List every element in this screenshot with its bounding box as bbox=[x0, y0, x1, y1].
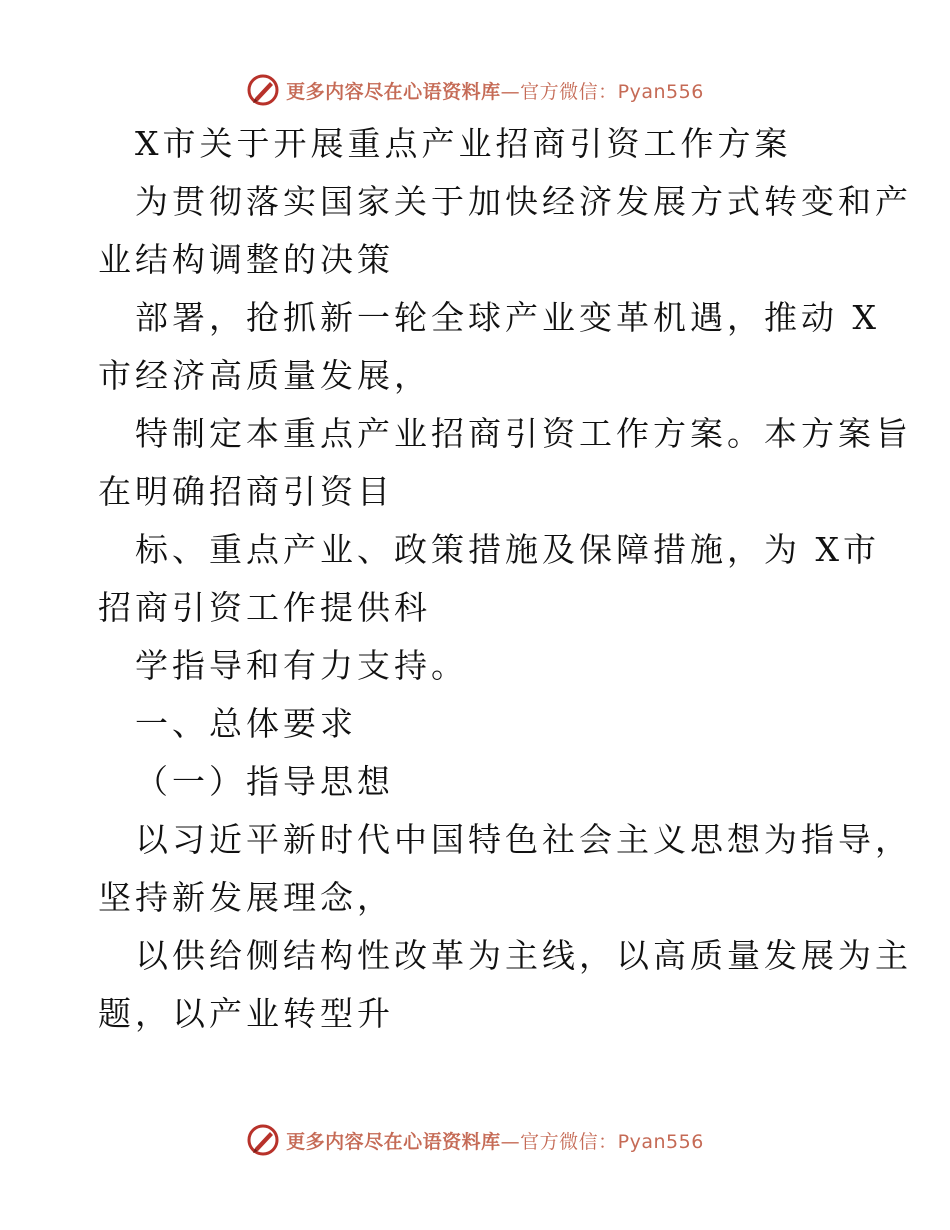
paragraph-line: 学指导和有力支持。 bbox=[135, 646, 468, 685]
paragraph-line: 在明确招商引资目 bbox=[98, 472, 394, 511]
document-title: X市关于开展重点产业招商引资工作方案 bbox=[135, 124, 792, 163]
paragraph-line: 市经济高质量发展， bbox=[98, 356, 431, 395]
paragraph-line: 以习近平新时代中国特色社会主义思想为指导， bbox=[135, 820, 912, 859]
paragraph-line: 招商引资工作提供科 bbox=[98, 588, 431, 627]
paragraph-line: 为贯彻落实国家关于加快经济发展方式转变和产 bbox=[135, 182, 912, 221]
paragraph-line: 标、重点产业、政策措施及保障措施，为 X市 bbox=[135, 530, 880, 569]
paragraph-line: 特制定本重点产业招商引资工作方案。本方案旨 bbox=[135, 414, 912, 453]
paragraph-line: 坚持新发展理念， bbox=[98, 878, 394, 917]
header-watermark bbox=[0, 70, 950, 110]
paragraph-line: 部署，抢抓新一轮全球产业变革机遇，推动 X bbox=[135, 298, 880, 337]
red-pen-circle-logo-icon bbox=[246, 1123, 280, 1157]
paragraph-line: 题，以产业转型升 bbox=[98, 994, 394, 1033]
section-heading: 一、总体要求 bbox=[135, 704, 357, 743]
watermark-text: 更多内容尽在心语资料库—官方微信：Pyan556 bbox=[286, 1130, 704, 1153]
paragraph-line: 业结构调整的决策 bbox=[98, 240, 394, 279]
footer-watermark bbox=[0, 1120, 950, 1160]
watermark-text: 更多内容尽在心语资料库—官方微信：Pyan556 bbox=[286, 80, 704, 103]
subsection-heading: （一）指导思想 bbox=[135, 762, 394, 801]
paragraph-line: 以供给侧结构性改革为主线，以高质量发展为主 bbox=[135, 936, 912, 975]
red-pen-circle-logo-icon bbox=[246, 73, 280, 107]
